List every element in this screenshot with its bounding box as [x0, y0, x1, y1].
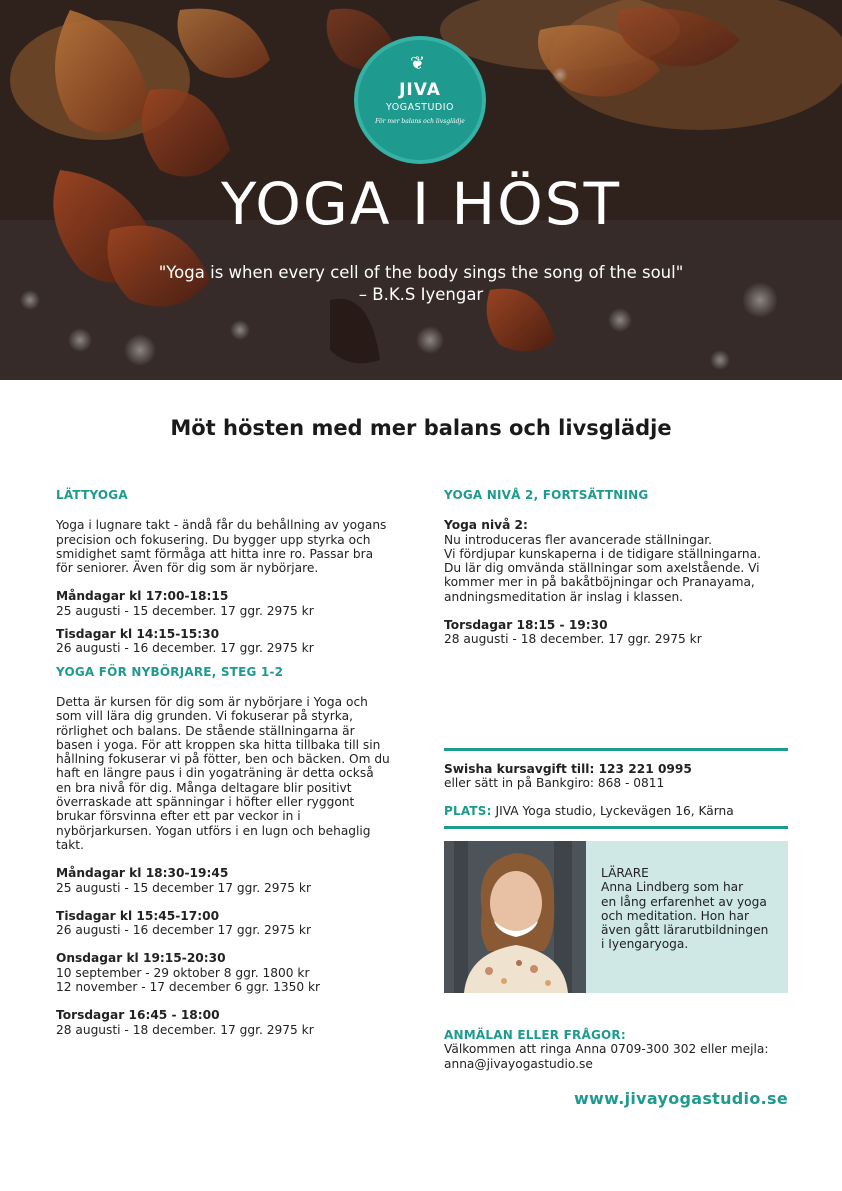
contact-line: Välkommen att ringa Anna 0709-300 302 eller mejla: [444, 1042, 769, 1057]
jiva-logo [358, 40, 482, 160]
teacher-line: och meditation. Hon har [601, 908, 750, 923]
bankgiro-info: eller sätt in på Bankgiro: 868 - 0811 [444, 776, 665, 791]
quote-author: – B.K.S Iyengar [358, 285, 484, 304]
teacher-heading: LÄRARE [601, 866, 649, 880]
quote [80, 262, 762, 306]
quote-text: "Yoga is when every cell of the body sings the song of the soul" [158, 263, 684, 282]
session-title: Tisdagar kl 14:15-15:30 [56, 627, 220, 642]
website-link[interactable]: www.jivayogastudio.se [573, 1089, 788, 1108]
nyborjare-desc-line: Detta är kursen för dig som är nybörjare i Yoga och [56, 694, 368, 709]
teacher-line: även gått lärarutbildningen [601, 923, 769, 938]
session-title: Måndagar kl 17:00-18:15 [56, 589, 229, 604]
lattyoga-heading: LÄTTYOGA [56, 488, 128, 502]
session-details: 28 augusti - 18 december. 17 ggr. 2975 kr [56, 1022, 314, 1037]
session-details: 25 augusti - 15 december 17 ggr. 2975 kr [56, 880, 311, 895]
teacher-line: i Iyengaryoga. [601, 937, 689, 952]
nyborjare-desc-line: nybörjarkursen. Yogan utförs i en lugn och behaglig [56, 823, 371, 838]
lattyoga-desc-line: precision och fokusering. Du bygger upp styrka och [56, 532, 371, 547]
session-title: Torsdagar 18:15 - 19:30 [444, 618, 608, 633]
page-title: YOGA I HÖST [220, 170, 622, 238]
contact-info [444, 1028, 794, 1071]
nyborjare-desc-line: takt. [56, 837, 84, 852]
left-column [56, 488, 411, 1037]
place-label: PLATS: [444, 803, 492, 818]
teacher-photo [444, 841, 586, 993]
lattyoga-desc-line: Yoga i lugnare takt - ändå får du behållning av yogans [56, 518, 387, 533]
contact-heading: ANMÄLAN ELLER FRÅGOR: [444, 1028, 626, 1042]
nyborjare-desc-line: en bra nivå för dig. Många deltagare blir positivt [56, 780, 352, 795]
divider-line [444, 748, 788, 751]
niva2-desc-line: andningsmeditation är inslag i klassen. [444, 589, 684, 604]
niva2-subheading: Yoga nivå 2: [444, 518, 528, 533]
teacher-text [601, 866, 781, 952]
session-details: 26 augusti - 16 december 17 ggr. 2975 kr [56, 923, 311, 938]
session-details: 28 augusti - 18 december. 17 ggr. 2975 kr [444, 632, 702, 647]
niva2-desc-line: kommer mer in på bakåtböjningar och Pranayama, [444, 575, 755, 590]
logo-tagline: För mer balans och livsglädje [375, 118, 465, 125]
niva2-desc-line: Vi fördjupar kunskaperna i de tidigare ställningarna. [444, 546, 761, 561]
teacher-line: en lång erfarenhet av yoga [601, 894, 767, 909]
nyborjare-heading: YOGA FÖR NYBÖRJARE, STEG 1-2 [56, 664, 284, 679]
niva2-desc-line: Nu introduceras fler avancerade ställningar. [444, 532, 713, 547]
nyborjare-desc-line: brukar försvinna efter ett par veckor in i [56, 809, 301, 824]
swish-info: Swisha kursavgift till: 123 221 0995 [444, 762, 692, 776]
lotus-icon: ❦ [410, 53, 426, 74]
teacher-portrait-image [444, 841, 586, 993]
session-details: 25 augusti - 15 december. 17 ggr. 2975 kr [56, 603, 314, 618]
niva2-desc-line: Du lär dig omvända ställningar som axelstående. Vi [444, 561, 760, 576]
session-details: 26 augusti - 16 december. 17 ggr. 2975 kr [56, 641, 314, 656]
logo-subtitle: YOGASTUDIO [385, 102, 454, 113]
lattyoga-desc-line: för seniorer. Även för dig som är nybörjare. [56, 561, 319, 576]
nyborjare-desc-line: överraskade att spänningar i höfter eller ryggont [56, 795, 355, 810]
payment-info [444, 762, 794, 818]
session-details: 10 september - 29 oktober 8 ggr. 1800 kr [56, 965, 310, 980]
place-value: JIVA Yoga studio, Lyckevägen 16, Kärna [495, 803, 734, 818]
contact-email[interactable]: anna@jivayogastudio.se [444, 1056, 593, 1071]
hero-banner [0, 0, 842, 380]
session-title: Torsdagar 16:45 - 18:00 [56, 1008, 220, 1023]
session-title: Tisdagar kl 15:45-17:00 [56, 908, 220, 923]
session-title: Måndagar kl 18:30-19:45 [56, 866, 229, 881]
teacher-box [444, 841, 788, 993]
nyborjare-desc-line: som vill lära dig grunden. Vi fokuserar på styrka, [56, 709, 353, 724]
session-details: 12 november - 17 december 6 ggr. 1350 kr [56, 980, 321, 995]
nyborjare-desc-line: hållning fokuserar vi på fötter, ben och bäcken. Om du [56, 752, 390, 767]
divider-line [444, 826, 788, 829]
logo-name: JIVA [399, 80, 441, 100]
nyborjare-desc-line: rörlighet och balans. De stående ställningarna är [56, 723, 355, 738]
right-column-top [444, 488, 794, 647]
niva2-heading: YOGA NIVÅ 2, FORTSÄTTNING [444, 488, 649, 502]
teacher-line: Anna Lindberg som har [601, 880, 744, 895]
section-headline: Möt hösten med mer balans och livsglädje [170, 416, 672, 440]
place-info [444, 804, 794, 818]
nyborjare-desc-line: haft en längre paus i din yogaträning är detta också [56, 766, 374, 781]
session-title: Onsdagar kl 19:15-20:30 [56, 951, 226, 966]
nyborjare-desc-line: basen i yoga. För att kroppen ska hitta tillbaka till sin [56, 737, 381, 752]
lattyoga-desc-line: smidighet samt förmåga att hitta inre ro. Passar bra [56, 546, 374, 561]
